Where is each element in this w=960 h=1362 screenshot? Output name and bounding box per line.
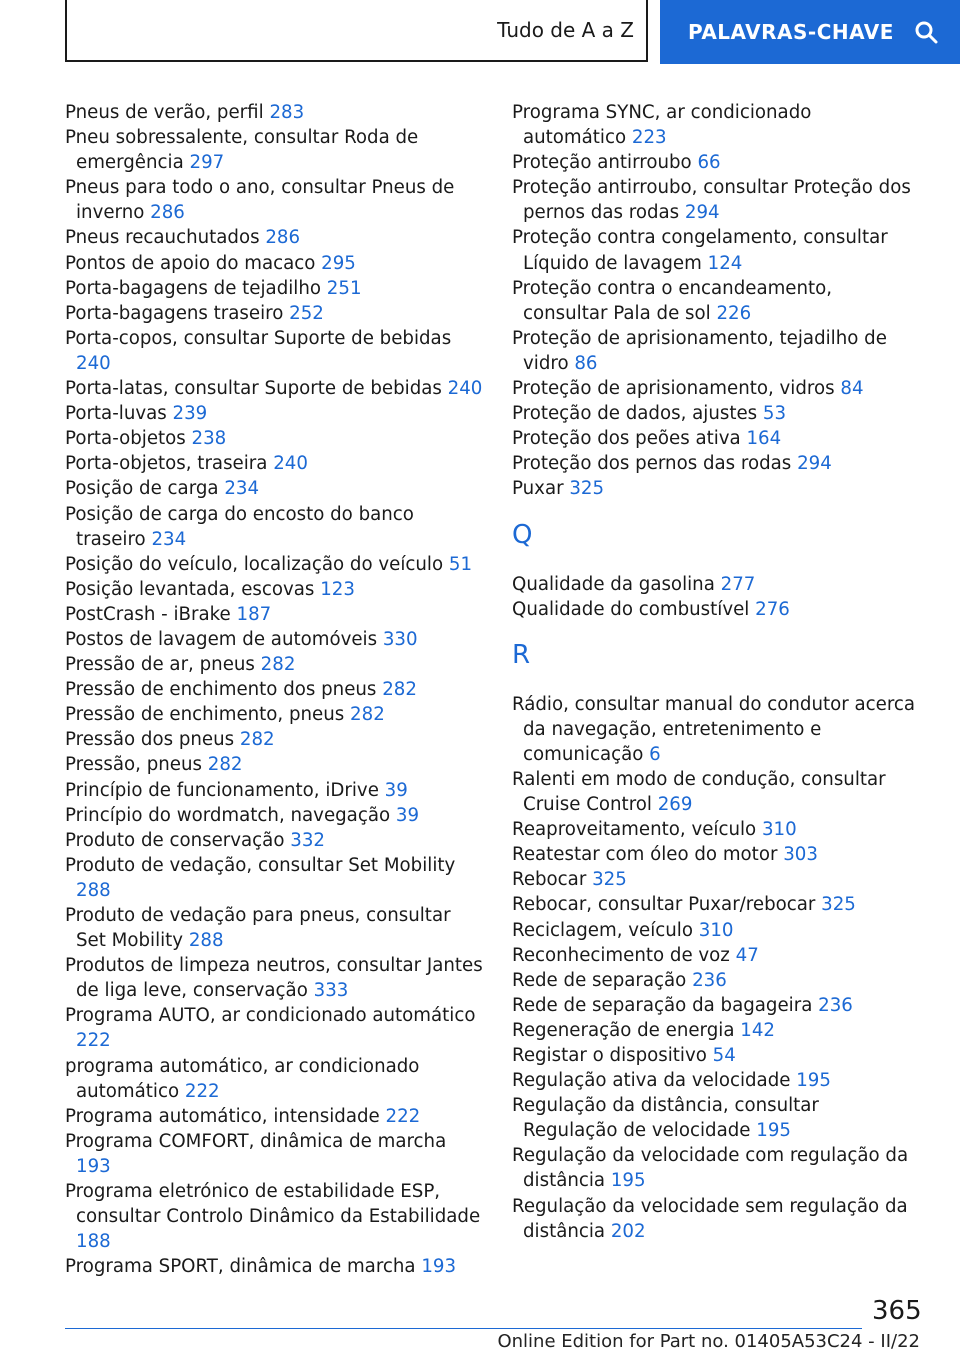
index-page-link[interactable]: 240 xyxy=(447,378,483,400)
index-page-link[interactable]: 269 xyxy=(657,794,693,816)
index-entry-text: Reciclagem, veículo xyxy=(512,919,699,941)
index-entry-text: Proteção dos peões ativa xyxy=(512,428,747,450)
index-entry xyxy=(512,1068,917,1093)
index-entry-text: Porta-objetos xyxy=(65,428,192,450)
index-entry xyxy=(512,1194,917,1244)
index-entry-text: Pneus de verão, perfil xyxy=(65,102,270,123)
index-page-link[interactable]: 84 xyxy=(840,378,864,400)
index-entry xyxy=(65,276,483,301)
index-page-link[interactable]: 238 xyxy=(191,428,227,450)
index-entry-text: Proteção de aprisionamento, vidros xyxy=(512,378,841,400)
index-entry xyxy=(512,968,917,993)
index-page-link[interactable]: 325 xyxy=(821,894,856,916)
index-entry xyxy=(512,401,917,426)
index-entry xyxy=(65,426,483,451)
index-page-link[interactable]: 295 xyxy=(321,252,356,274)
index-entry-text: Postos de lavagem de automóveis xyxy=(65,628,383,650)
index-entry-text: Ralenti em modo de condução, consultar Cruise Control xyxy=(512,768,886,816)
index-entry xyxy=(65,100,483,125)
index-page-link[interactable]: 236 xyxy=(692,969,727,991)
index-entry xyxy=(65,175,483,225)
index-entry xyxy=(65,502,483,552)
index-entry-text: Programa AUTO, ar condicionado automático xyxy=(65,1005,476,1027)
index-entry-text: Rede de separação da bagageira xyxy=(512,994,819,1016)
index-entry-text: Pressão, pneus xyxy=(65,754,208,776)
index-entry xyxy=(512,867,917,892)
index-page-link[interactable]: 187 xyxy=(236,603,272,625)
index-page-link[interactable]: 252 xyxy=(289,302,324,324)
index-entry-text: Proteção antirroubo xyxy=(512,152,698,174)
index-page-link[interactable]: 236 xyxy=(818,994,853,1016)
index-entry xyxy=(65,301,483,326)
index-page-link[interactable]: 47 xyxy=(735,944,759,966)
index-entry xyxy=(512,842,917,867)
index-page-link[interactable]: 234 xyxy=(224,478,260,500)
index-entry xyxy=(65,602,483,627)
index-entry xyxy=(512,892,917,917)
index-entry-text: Porta-copos, consultar Suporte de bebidas xyxy=(65,327,452,349)
index-page-link[interactable]: 240 xyxy=(273,453,308,475)
index-entry xyxy=(65,476,483,501)
index-page-link[interactable]: 294 xyxy=(797,453,832,475)
index-entry-text: Regulação ativa da velocidade xyxy=(512,1070,797,1092)
index-page-link[interactable]: 286 xyxy=(150,202,185,224)
index-entry xyxy=(65,225,483,250)
index-entry xyxy=(512,150,917,175)
index-entry-text: Programa SYNC, ar condicionado automático xyxy=(512,102,812,149)
index-entry xyxy=(512,225,917,275)
index-entry xyxy=(65,401,483,426)
tab-a-to-z[interactable] xyxy=(65,0,648,62)
index-page-link[interactable]: 142 xyxy=(740,1019,775,1041)
index-page-link[interactable]: 86 xyxy=(574,352,598,374)
index-page-link[interactable]: 123 xyxy=(320,578,355,600)
index-entry xyxy=(512,1093,917,1143)
index-page-link[interactable]: 282 xyxy=(207,754,243,776)
index-entry-text: Proteção de aprisionamento, tejadilho de vidro xyxy=(512,327,887,374)
footer-edition: Online Edition for Part no. 01405A53C24 - II/22 xyxy=(497,1331,920,1352)
index-page-link[interactable]: 51 xyxy=(448,553,473,575)
index-entry-text: Rede de separação xyxy=(512,969,693,991)
index-entry-text: Qualidade da gasolina xyxy=(512,573,721,595)
index-page-link[interactable]: 282 xyxy=(350,704,385,726)
index-entry xyxy=(65,903,483,953)
index-entry-text: Programa eletrónico de estabilidade ESP, consultar Controlo Dinâmico da Estabilidade xyxy=(65,1181,481,1228)
index-page-link[interactable]: 288 xyxy=(76,879,111,901)
index-entry xyxy=(512,426,917,451)
index-page-link[interactable]: 310 xyxy=(761,819,797,841)
index-page-link[interactable]: 282 xyxy=(239,729,275,751)
index-page-link[interactable]: 54 xyxy=(712,1045,736,1066)
index-column-left xyxy=(65,100,483,1279)
index-page-link[interactable]: 195 xyxy=(610,1170,646,1192)
index-entry xyxy=(512,1018,917,1043)
index-page-link[interactable]: 240 xyxy=(76,352,111,374)
index-entry xyxy=(65,627,483,652)
index-entry-text: Produto de vedação, consultar Set Mobility xyxy=(65,854,456,876)
index-entry-text: Regeneração de energia xyxy=(512,1019,741,1041)
index-page-link[interactable]: 286 xyxy=(265,227,301,249)
index-entry-text: Posição de carga do encosto do banco traseiro xyxy=(65,503,414,550)
index-page-link[interactable]: 53 xyxy=(762,403,787,425)
index-entry-text: Programa COMFORT, dinâmica de marcha xyxy=(65,1130,447,1152)
index-entry-text: Programa SPORT, dinâmica de marcha xyxy=(65,1256,422,1278)
index-column-right xyxy=(512,100,917,1244)
index-page-link[interactable]: 325 xyxy=(569,478,605,500)
index-page-link[interactable]: 223 xyxy=(631,127,667,149)
index-entry-text: Posição levantada, escovas xyxy=(65,578,321,600)
index-entry xyxy=(65,1254,483,1279)
index-page-link[interactable]: 202 xyxy=(610,1220,646,1242)
index-entry-text: Princípio de funcionamento, iDrive xyxy=(65,779,385,801)
index-page-link[interactable]: 188 xyxy=(76,1231,111,1253)
index-entry-text: Produtos de limpeza neutros, consultar Jantes de liga leve, conservação xyxy=(65,955,483,1002)
index-page-link[interactable]: 195 xyxy=(756,1120,791,1142)
index-page-link[interactable]: 282 xyxy=(260,654,296,676)
index-page-link[interactable]: 234 xyxy=(151,528,187,550)
index-entry-text: Pressão de enchimento dos pneus xyxy=(65,679,383,701)
index-page-link[interactable]: 251 xyxy=(326,277,362,299)
index-entry xyxy=(65,376,483,401)
index-entry xyxy=(65,1003,483,1053)
index-entry xyxy=(65,1179,483,1254)
index-page-link[interactable]: 303 xyxy=(783,844,818,866)
index-entry-text: Proteção de dados, ajustes xyxy=(512,403,763,425)
index-page-link[interactable]: 239 xyxy=(172,403,208,425)
index-entry-text: Produto de conservação xyxy=(65,829,291,851)
index-page-link[interactable]: 276 xyxy=(755,598,790,620)
index-entry-text: Princípio do wordmatch, navegação xyxy=(65,804,396,826)
index-entry xyxy=(65,552,483,577)
index-page-link[interactable]: 222 xyxy=(385,1105,421,1127)
index-entry xyxy=(512,376,917,401)
index-entry-text: Qualidade do combustível xyxy=(512,598,756,620)
index-entry-text: Pontos de apoio do macaco xyxy=(65,252,322,274)
index-entry-text: Reaproveitamento, veículo xyxy=(512,819,762,841)
index-entry-text: Posição do veículo, localização do veículo xyxy=(65,553,449,575)
index-entry-text: Rebocar xyxy=(512,869,593,891)
index-entry xyxy=(65,577,483,602)
search-icon[interactable] xyxy=(914,20,938,44)
index-entry xyxy=(512,597,917,622)
index-entry-text: Reatestar com óleo do motor xyxy=(512,844,784,866)
index-entry-text: Proteção contra o encandeamento, consultar Pala de sol xyxy=(512,277,833,324)
index-page-link[interactable]: 294 xyxy=(684,202,720,224)
index-entry xyxy=(512,326,917,376)
index-page-link[interactable]: 297 xyxy=(189,152,225,174)
index-entry xyxy=(65,451,483,476)
index-entry-text: Pneu sobressalente, consultar Roda de emergência xyxy=(65,127,419,174)
index-entry-text: Proteção dos pernos das rodas xyxy=(512,453,798,475)
index-entry xyxy=(512,100,917,150)
index-page-link[interactable]: 195 xyxy=(796,1070,831,1092)
index-entry xyxy=(512,692,917,767)
tab-keywords[interactable] xyxy=(660,0,960,64)
index-page-link[interactable]: 222 xyxy=(184,1080,220,1102)
index-page-link[interactable]: 330 xyxy=(382,628,418,650)
index-entry-text: Programa automático, intensidade xyxy=(65,1105,386,1127)
index-page-link[interactable]: 39 xyxy=(384,779,408,801)
section-letter-r: R xyxy=(512,639,531,670)
index-entry xyxy=(512,817,917,842)
index-page-link[interactable]: 310 xyxy=(698,919,734,941)
index-entry-text: PostCrash - iBrake xyxy=(65,603,237,625)
index-entry xyxy=(512,1043,917,1068)
index-entry xyxy=(512,943,917,968)
index-entry xyxy=(65,326,483,376)
index-page-link[interactable]: 288 xyxy=(188,930,224,952)
index-page-link[interactable]: 39 xyxy=(395,804,420,826)
index-entry xyxy=(65,778,483,803)
index-entry-text: Regulação da distância, consultar Regulação de velocidade xyxy=(512,1095,819,1142)
index-page-link[interactable]: 66 xyxy=(697,152,721,174)
index-entry xyxy=(512,1143,917,1193)
index-list-q xyxy=(512,572,917,622)
index-page-link[interactable]: 124 xyxy=(707,252,743,274)
index-entry xyxy=(65,652,483,677)
index-entry-text: programa automático, ar condicionado automático xyxy=(65,1055,420,1102)
index-page-link[interactable]: 283 xyxy=(269,102,305,123)
index-entry xyxy=(65,953,483,1003)
index-page-link[interactable]: 193 xyxy=(76,1155,111,1177)
index-entry xyxy=(65,727,483,752)
index-entry xyxy=(512,767,917,817)
index-entry-text: Posição de carga xyxy=(65,478,225,500)
index-entry-text: Proteção contra congelamento, consultar Líquido de lavagem xyxy=(512,227,888,274)
index-entry-text: Proteção antirroubo, consultar Proteção dos pernos das rodas xyxy=(512,177,911,224)
index-page-link[interactable]: 222 xyxy=(76,1030,111,1052)
index-entry-text: Pneus recauchutados xyxy=(65,227,266,249)
index-entry-text: Rádio, consultar manual do condutor acerca da navegação, entretenimento e comunicação xyxy=(512,693,916,765)
index-page-link[interactable]: 282 xyxy=(382,679,417,701)
index-entry-text: Puxar xyxy=(512,478,570,500)
index-list-p-continued xyxy=(512,100,917,502)
index-list-r xyxy=(512,692,917,1244)
index-page-link[interactable]: 333 xyxy=(313,980,349,1002)
index-page-link[interactable]: 164 xyxy=(746,428,782,450)
index-page-link[interactable]: 193 xyxy=(421,1256,457,1278)
index-entry-text: Porta-luvas xyxy=(65,403,173,425)
index-entry xyxy=(65,677,483,702)
section-letter-q: Q xyxy=(512,519,533,550)
index-entry xyxy=(65,251,483,276)
footer-divider xyxy=(65,1328,862,1329)
index-page-link[interactable]: 325 xyxy=(592,869,627,891)
index-entry-text: Porta-latas, consultar Suporte de bebidas xyxy=(65,378,448,400)
index-entry xyxy=(65,853,483,903)
index-page-link[interactable]: 277 xyxy=(720,573,756,595)
tab-a-to-z-label: Tudo de A a Z xyxy=(497,18,634,42)
index-page-link[interactable]: 332 xyxy=(290,829,325,851)
index-entry xyxy=(65,803,483,828)
index-entry-text: Pneus para todo o ano, consultar Pneus de inverno xyxy=(65,177,455,224)
index-entry-text: Pressão dos pneus xyxy=(65,729,240,751)
index-entry-text: Rebocar, consultar Puxar/rebocar xyxy=(512,894,822,916)
index-entry xyxy=(65,828,483,853)
index-entry xyxy=(512,276,917,326)
index-page-link[interactable]: 6 xyxy=(649,743,661,765)
top-bar xyxy=(0,0,960,66)
index-entry-text: Porta-bagagens de tejadilho xyxy=(65,277,327,299)
index-entry-text: Porta-bagagens traseiro xyxy=(65,302,290,324)
index-entry xyxy=(65,1054,483,1104)
index-entry-text: Pressão de enchimento, pneus xyxy=(65,704,351,726)
index-entry xyxy=(512,918,917,943)
index-entry-text: Porta-objetos, traseira xyxy=(65,453,274,475)
index-entry xyxy=(65,1104,483,1129)
index-entry xyxy=(65,752,483,777)
index-entry xyxy=(512,993,917,1018)
index-entry-text: Produto de vedação para pneus, consultar Set Mobility xyxy=(65,905,451,952)
index-entry xyxy=(65,125,483,175)
index-entry-text: Pressão de ar, pneus xyxy=(65,654,261,676)
index-entry xyxy=(512,476,917,501)
index-page-link[interactable]: 226 xyxy=(716,302,752,324)
tab-keywords-label: PALAVRAS-CHAVE xyxy=(688,20,894,44)
index-entry-text: Regulação da velocidade com regulação da distância xyxy=(512,1145,909,1192)
index-entry xyxy=(65,702,483,727)
index-entry-text: Regulação da velocidade sem regulação da distância xyxy=(512,1195,908,1242)
page-number: 365 xyxy=(872,1296,922,1326)
index-entry-text: Registar o dispositivo xyxy=(512,1045,713,1066)
index-entry xyxy=(512,451,917,476)
index-entry-text: Reconhecimento de voz xyxy=(512,944,736,966)
index-entry xyxy=(512,572,917,597)
index-entry xyxy=(512,175,917,225)
index-entry xyxy=(65,1129,483,1179)
